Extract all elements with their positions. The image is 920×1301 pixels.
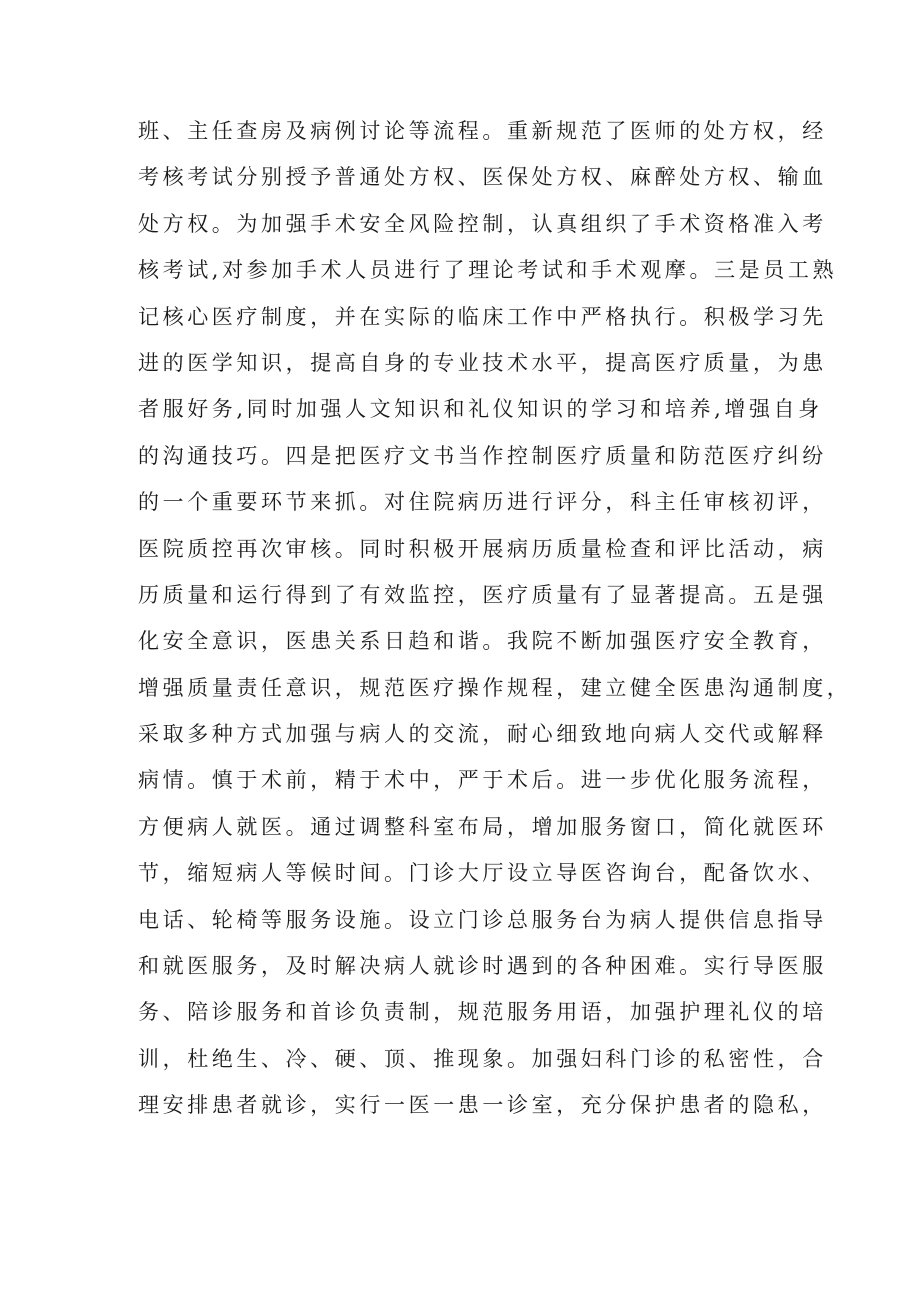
text-line-14: 采取多种方式加强与病人的交流，耐心细致地向病人交代或解释: [138, 722, 827, 747]
body-text: [138, 108, 852, 1129]
text-line-7: 者服好务,同时加强人文知识和礼仪知识的学习和培养,增强自身: [138, 397, 823, 422]
text-line-3: 处方权。为加强手术安全风险控制，认真组织了手术资格准入考: [138, 211, 827, 236]
text-line-1: 班、主任查房及病例讨论等流程。重新规范了医师的处方权，经: [138, 119, 827, 143]
text-line-22: 理安排患者就诊，实行一医一患一诊室，充分保护患者的隐私，: [138, 1093, 827, 1118]
text-line-2: 考核考试分别授予普通处方权、医保处方权、麻醉处方权、输血: [138, 165, 827, 190]
text-line-19: 和就医服务，及时解决病人就诊时遇到的各种困难。实行导医服: [138, 954, 827, 979]
text-line-18: 电话、轮椅等服务设施。设立门诊总服务台为病人提供信息指导: [138, 907, 827, 932]
text-line-5: 记核心医疗制度，并在实际的临床工作中严格执行。积极学习先: [138, 304, 827, 329]
text-line-15: 病情。慎于术前，精于术中，严于术后。进一步优化服务流程，: [138, 768, 827, 793]
text-line-8: 的沟通技巧。四是把医疗文书当作控制医疗质量和防范医疗纠纷: [138, 443, 827, 468]
text-line-21: 训，杜绝生、冷、硬、顶、推现象。加强妇科门诊的私密性，合: [138, 1046, 827, 1071]
text-line-11: 历质量和运行得到了有效监控，医疗质量有了显著提高。五是强: [138, 582, 827, 607]
text-line-17: 节，缩短病人等候时间。门诊大厅设立导医咨询台，配备饮水、: [138, 861, 827, 886]
text-line-10: 医院质控再次审核。同时积极开展病历质量检查和评比活动，病: [138, 536, 827, 561]
text-line-20: 务、陪诊服务和首诊负责制，规范服务用语，加强护理礼仪的培: [138, 1000, 827, 1025]
text-line-16: 方便病人就医。通过调整科室布局，增加服务窗口，简化就医环: [138, 814, 827, 839]
text-line-12: 化安全意识，医患关系日趋和谐。我院不断加强医疗安全教育，: [138, 629, 827, 654]
text-line-4: 核考试,对参加手术人员进行了理论考试和手术观摩。三是员工熟: [138, 258, 838, 283]
text-line-6: 进的医学知识，提高自身的专业技术水平，提高医疗质量，为患: [138, 350, 827, 375]
text-line-13: 增强质量责任意识，规范医疗操作规程，建立健全医患沟通制度，: [138, 675, 852, 700]
text-line-9: 的一个重要环节来抓。对住院病历进行评分，科主任审核初评，: [138, 490, 827, 515]
